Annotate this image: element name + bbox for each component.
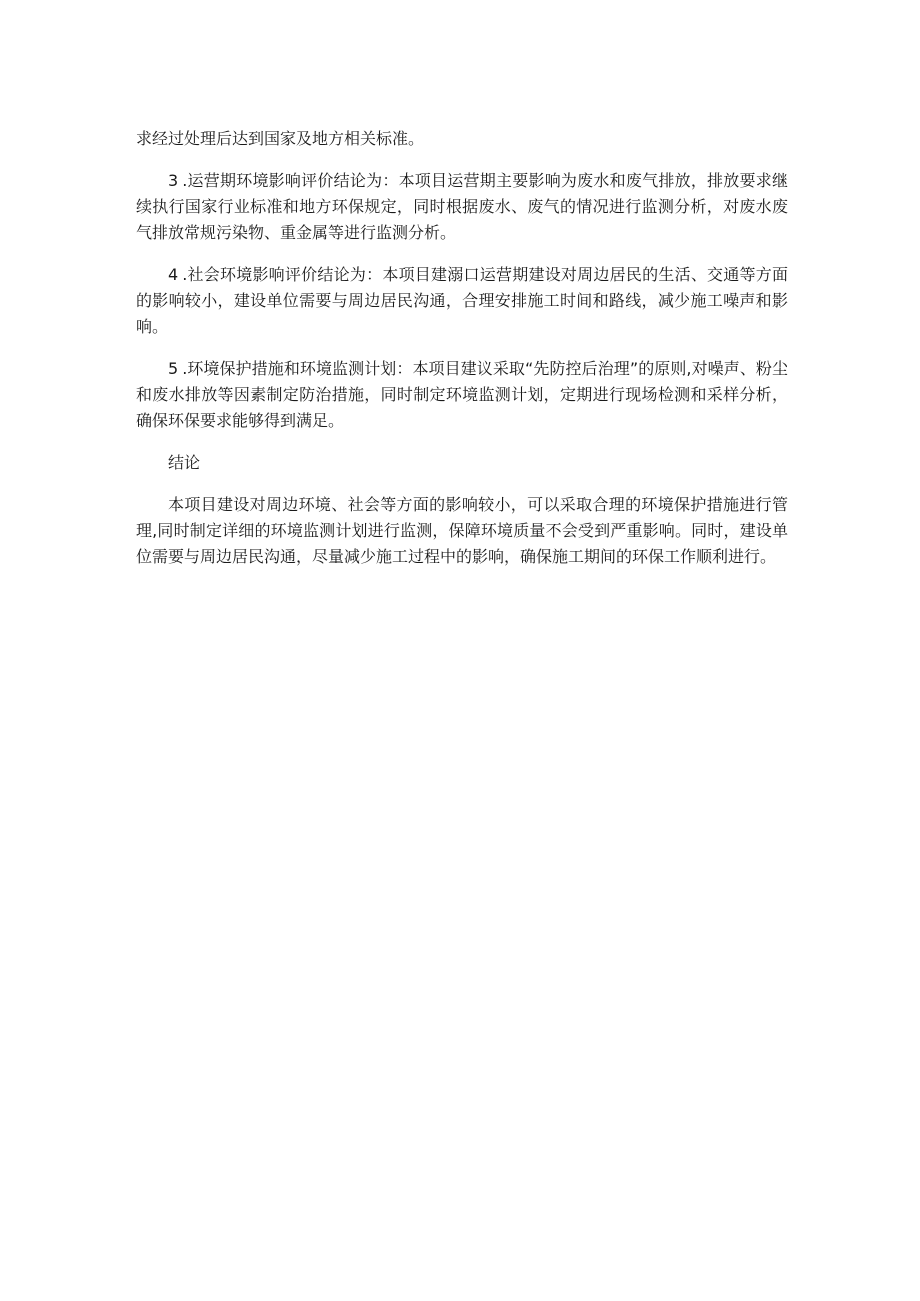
conclusion-paragraph bbox=[136, 492, 788, 570]
item-number: 5 bbox=[168, 359, 179, 378]
paragraph-text: .运营期环境影响评价结论为：本项目运营期主要影响为废水和废气排放，排放要求继续执行国家行业标准和地方环保规定，同时根据废水、废气的情况进行监测分析，对废水废气排放常规污染物、重金属等进行监测分析。 bbox=[136, 171, 788, 242]
item-number: 4 bbox=[168, 265, 179, 284]
paragraph-item-3 bbox=[136, 168, 788, 246]
paragraph-item-5 bbox=[136, 356, 788, 434]
paragraph-text: 本项目建设对周边环境、社会等方面的影响较小，可以采取合理的环境保护措施进行管理,同时制定详细的环境监测计划进行监测，保障环境质量不会受到严重影响。同时，建设单位需要与周边居民沟通，尽量减少施工过程中的影响，确保施工期间的环保工作顺利进行。 bbox=[136, 495, 788, 566]
paragraph-text: .社会环境影响评价结论为：本项目建溺口运营期建设对周边居民的生活、交通等方面的影响较小，建设单位需要与周边居民沟通，合理安排施工时间和路线，减少施工噪声和影响。 bbox=[136, 265, 788, 336]
document-body bbox=[136, 126, 788, 586]
paragraph-text: .环境保护措施和环境监测计划：本项目建议采取“先防控后治理”的原则,对噪声、粉尘和废水排放等因素制定防治措施，同时制定环境监测计划，定期进行现场检测和采样分析，确保环保要求能够得到满足。 bbox=[136, 359, 788, 430]
paragraph-text: 求经过处理后达到国家及地方相关标准。 bbox=[136, 129, 425, 148]
paragraph-continuation bbox=[136, 126, 788, 152]
item-number: 3 bbox=[168, 171, 179, 190]
paragraph-item-4 bbox=[136, 262, 788, 340]
conclusion-heading: 结论 bbox=[168, 453, 201, 472]
